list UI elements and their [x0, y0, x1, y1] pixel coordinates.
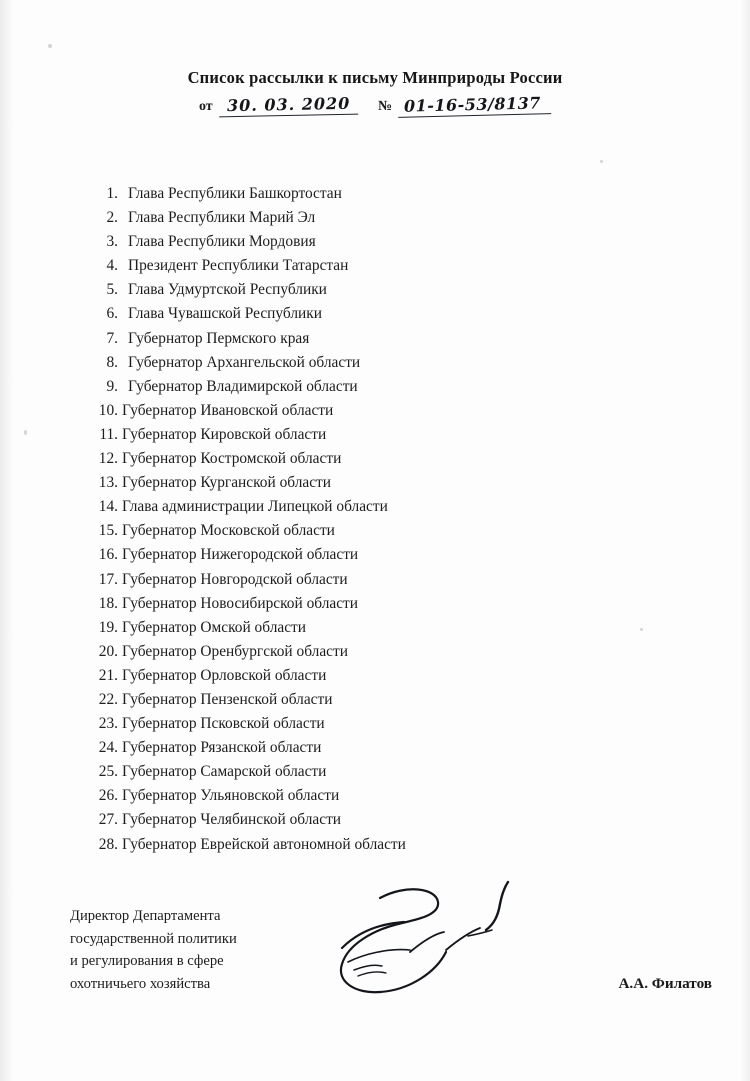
list-item-label: Губернатор Оренбургской области: [122, 642, 348, 660]
list-item-label: Губернатор Новосибирской области: [122, 594, 359, 612]
list-item: [88, 712, 648, 736]
list-item: [88, 616, 648, 640]
list-item: [88, 808, 648, 832]
list-item-label: Губернатор Нижегородской области: [122, 546, 359, 564]
list-item: [88, 206, 648, 230]
date-number-line: [0, 95, 750, 116]
list-item-label: Губернатор Еврейской автономной области: [122, 835, 406, 853]
list-item-index: 3.: [106, 233, 118, 251]
list-item: [88, 664, 648, 688]
list-item: [88, 447, 648, 471]
scan-speck: [48, 44, 52, 48]
list-item-index: 11.: [99, 425, 118, 443]
list-item-label: Губернатор Ульяновской области: [122, 787, 340, 805]
scan-speck: [24, 430, 27, 435]
list-item: [88, 254, 648, 278]
list-item-label: Губернатор Ивановской области: [122, 401, 334, 419]
number-label: №: [378, 99, 393, 114]
list-item: [88, 640, 648, 664]
list-item: [88, 688, 648, 712]
list-item-index: 19.: [98, 618, 118, 636]
list-item: [88, 182, 648, 206]
list-item-index: 20.: [98, 642, 118, 660]
list-item: [88, 736, 648, 760]
list-item-label: Губернатор Костромской области: [122, 450, 342, 468]
list-item: [88, 543, 648, 567]
list-item-label: Губернатор Псковской области: [122, 715, 325, 733]
list-item-label: Губернатор Пензенской области: [122, 690, 333, 708]
list-item: [88, 351, 648, 375]
list-item-index: 7.: [106, 329, 118, 347]
handwritten-signature-icon: [318, 876, 548, 1001]
recipient-list: [88, 182, 648, 857]
signer-position-line: Директор Департамента: [70, 908, 221, 924]
list-item-index: 16.: [98, 546, 118, 564]
signer-position-line: охотничьего хозяйства: [70, 975, 211, 992]
list-item: [88, 784, 648, 808]
list-item: [88, 399, 648, 423]
number-value-handwritten: 01-16-53/8137: [398, 93, 551, 118]
list-item-label: Губернатор Кировской области: [122, 425, 327, 443]
list-item: [88, 302, 648, 326]
document-header: [0, 68, 750, 116]
list-item-index: 1.: [106, 185, 118, 202]
list-item-index: 18.: [98, 594, 118, 612]
list-item-index: 17.: [98, 570, 118, 588]
list-item-index: 24.: [98, 739, 118, 757]
list-item-index: 9.: [106, 377, 118, 395]
signer-position-line: государственной политики: [70, 930, 237, 947]
list-item-index: 14.: [98, 498, 118, 516]
list-item-index: 27.: [98, 811, 118, 829]
list-item-index: 12.: [98, 450, 118, 468]
list-item: [88, 760, 648, 784]
list-item-label: Глава Республики Башкортостан: [128, 185, 342, 202]
date-value-handwritten: 30. 03. 2020: [218, 94, 358, 118]
list-item: [88, 519, 648, 543]
page-title: Список рассылки к письму Минприроды России: [187, 68, 563, 87]
list-item-index: 13.: [98, 474, 118, 492]
list-item-index: 23.: [98, 715, 118, 733]
list-item-index: 2.: [106, 209, 118, 227]
list-item: [88, 423, 648, 447]
list-item-label: Глава Чувашской Республики: [128, 305, 322, 323]
list-item: [88, 230, 648, 254]
list-item-label: Губернатор Владимирской области: [128, 377, 358, 395]
list-item-index: 6.: [106, 305, 118, 323]
list-item-index: 22.: [98, 690, 118, 708]
list-item-index: 25.: [98, 763, 118, 781]
list-item-label: Губернатор Рязанской области: [122, 739, 322, 757]
list-item-label: Губернатор Самарской области: [122, 763, 327, 781]
list-item-label: Губернатор Московской области: [122, 522, 335, 540]
list-item-label: Глава Республики Марий Эл: [128, 209, 316, 227]
date-label: от: [198, 99, 213, 114]
scan-speck: [600, 160, 603, 163]
list-item-label: Губернатор Курганской области: [122, 474, 332, 492]
list-item: [88, 375, 648, 399]
list-item-index: 8.: [106, 353, 118, 371]
list-item-label: Глава Республики Мордовия: [128, 233, 316, 251]
list-item-index: 10.: [98, 401, 118, 419]
list-item: [88, 833, 648, 857]
list-item-label: Губернатор Архангельской области: [128, 353, 361, 371]
list-item-label: Губернатор Новгородской области: [122, 570, 348, 588]
signer-position: [70, 905, 330, 995]
list-item-label: Глава администрации Липецкой области: [122, 498, 388, 516]
list-item-label: Губернатор Орловской области: [122, 666, 327, 684]
signer-name: А.А. Филатов: [618, 975, 712, 992]
list-item-index: 21.: [98, 666, 118, 684]
list-item-index: 5.: [106, 281, 118, 299]
list-item-index: 28.: [98, 835, 118, 853]
list-item-label: Президент Республики Татарстан: [128, 257, 349, 275]
list-item: [88, 592, 648, 616]
list-item-index: 15.: [98, 522, 118, 540]
list-item-label: Губернатор Омской области: [122, 618, 306, 636]
list-item: [88, 327, 648, 351]
list-item: [88, 471, 648, 495]
list-item-label: Глава Удмуртской Республики: [128, 281, 327, 299]
list-item-label: Губернатор Пермского края: [128, 329, 310, 347]
list-item: [88, 568, 648, 592]
list-item: [88, 278, 648, 302]
signer-position-line: и регулирования в сфере: [70, 953, 224, 969]
list-item: [88, 495, 648, 519]
list-item-index: 4.: [106, 257, 118, 275]
list-item-index: 26.: [98, 787, 118, 805]
list-item-label: Губернатор Челябинской области: [122, 811, 342, 829]
